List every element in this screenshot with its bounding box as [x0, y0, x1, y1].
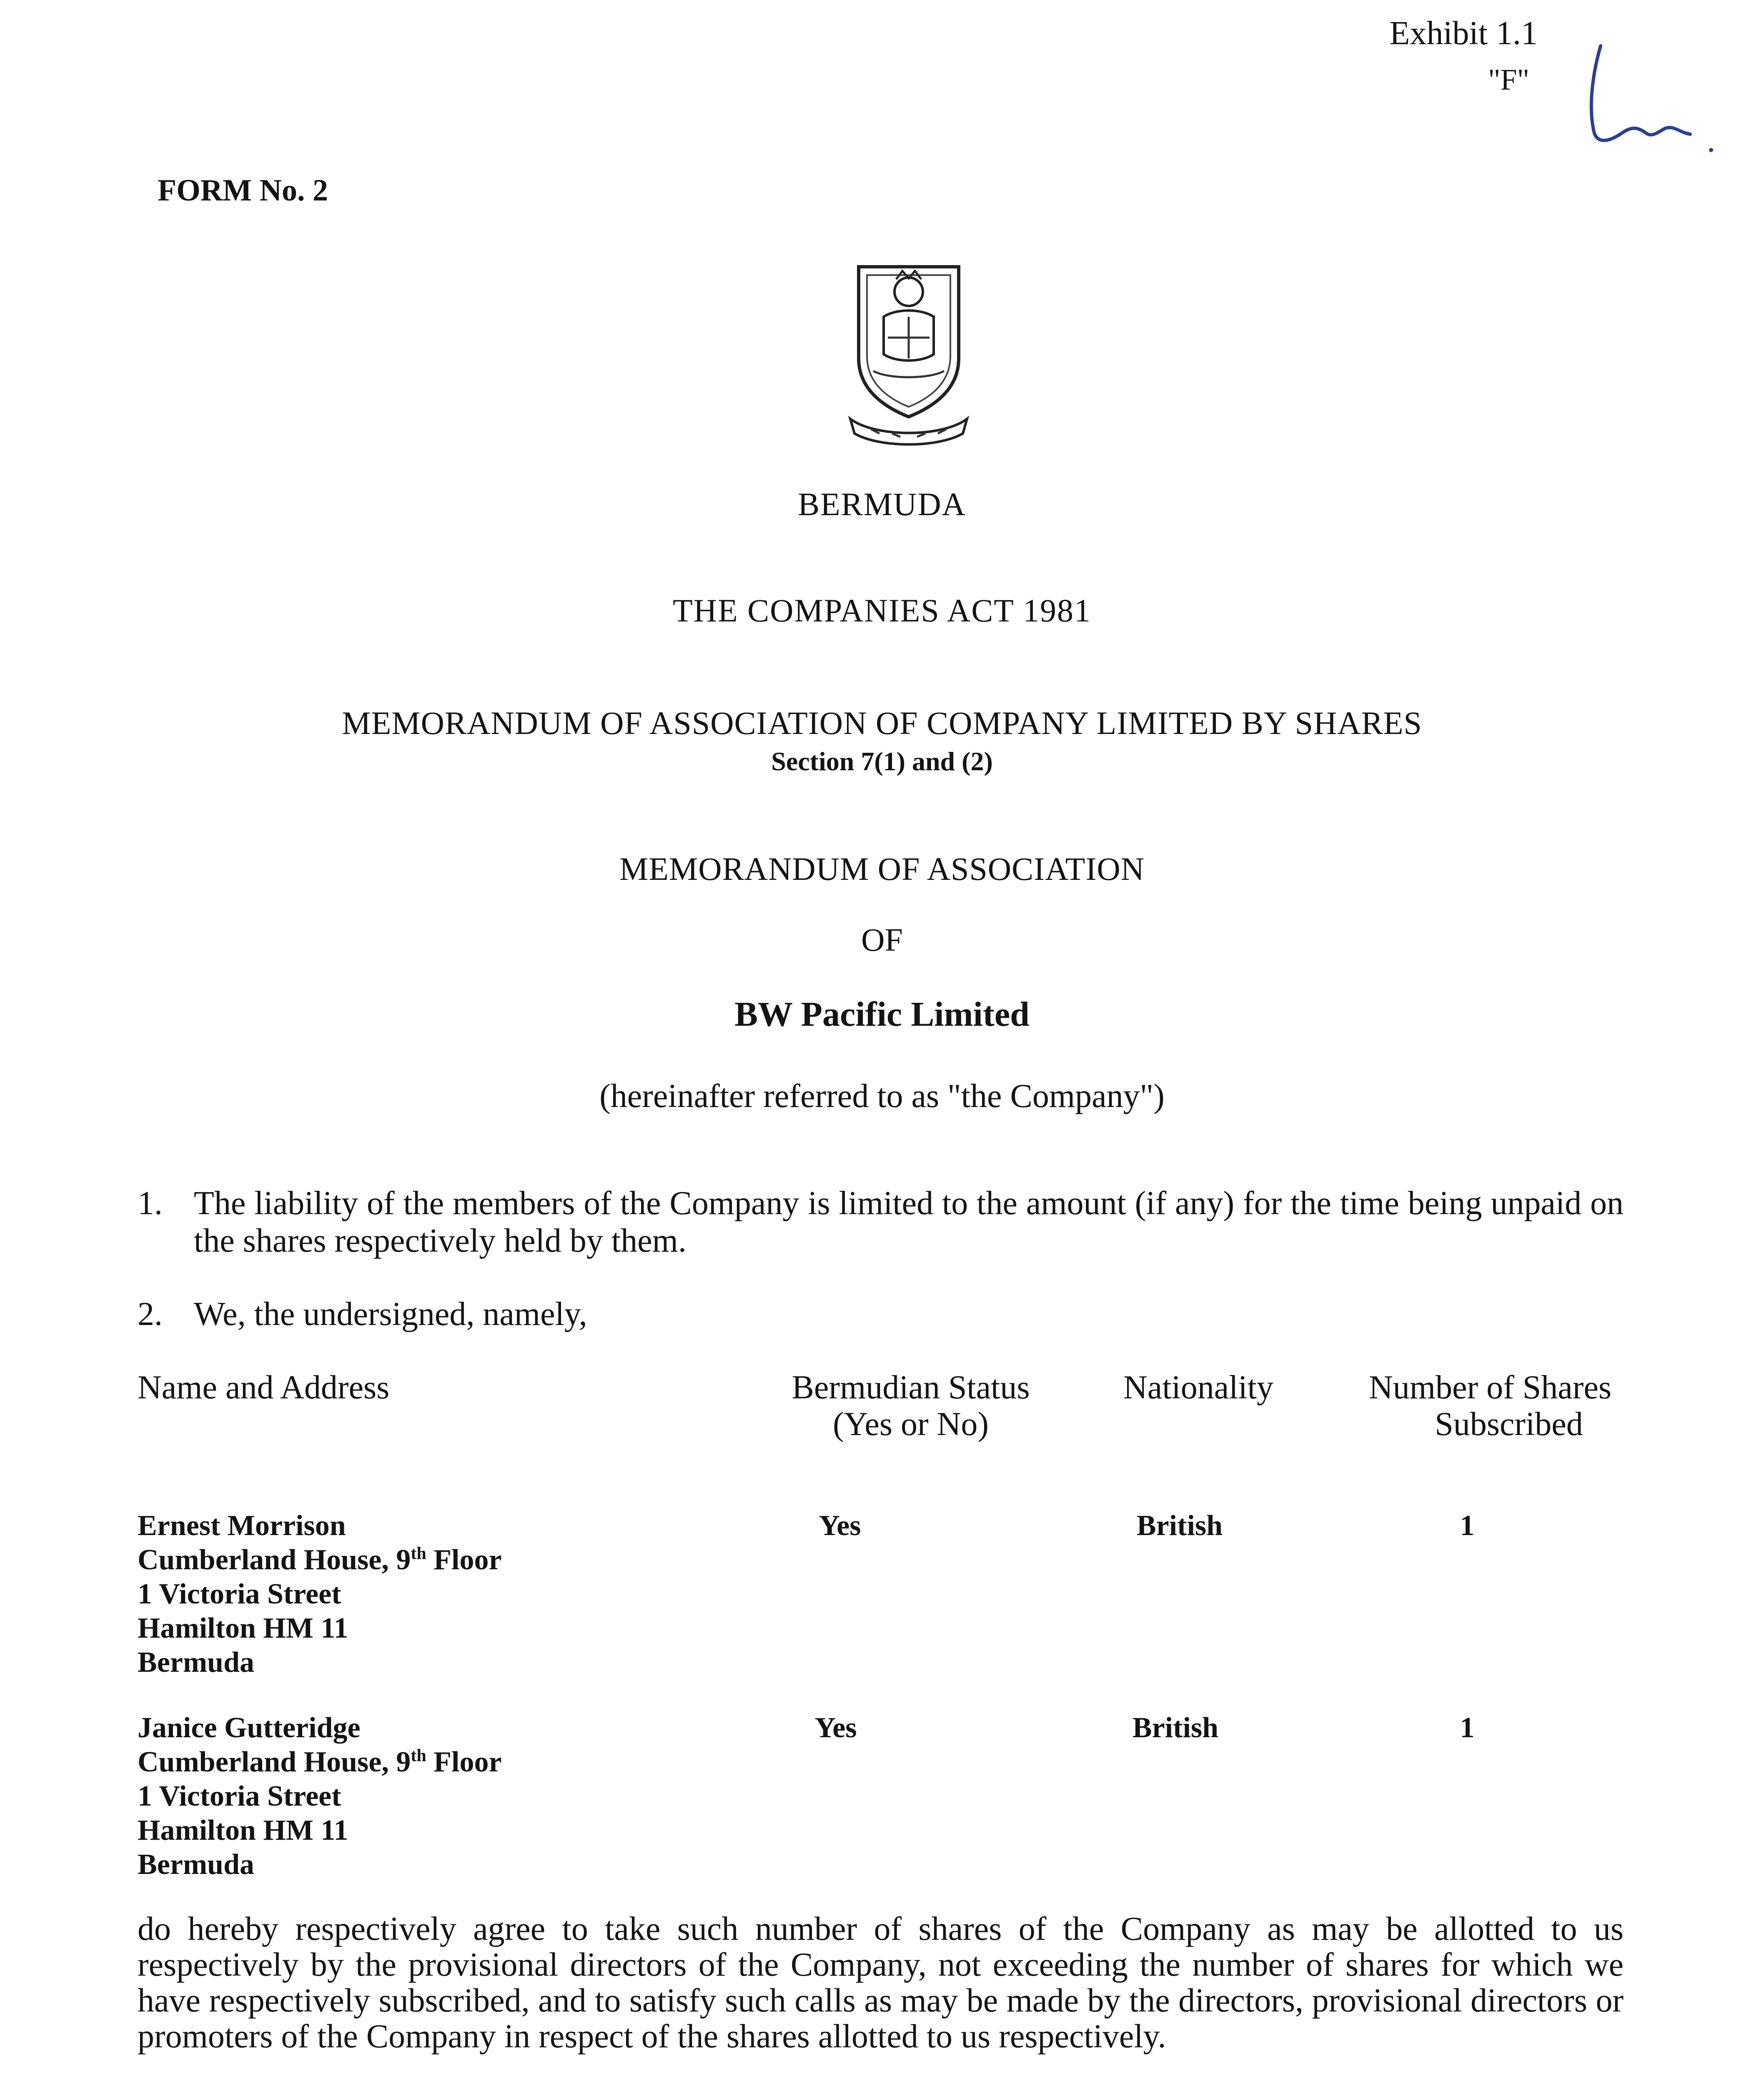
exhibit-label: Exhibit 1.1 [1389, 15, 1538, 52]
subscriber-1-nationality: British [1136, 1510, 1223, 1542]
subscriber-1-shares: 1 [1460, 1510, 1475, 1542]
subscriber-1-address-line1: Cumberland House, 9th Floor [138, 1544, 502, 1576]
header-bermudian-status [765, 1369, 1057, 1443]
subscriber-1-address-line2: 1 Victoria Street [138, 1578, 341, 1610]
section-reference: Section 7(1) and (2) [771, 746, 993, 776]
clause-1-number: 1. [138, 1185, 163, 1222]
closing-paragraph: do hereby respectively agree to take such number of shares of the Company as may be allotted to us respectively by the provisional directors of the Company, not exceeding the number of shares for which we have respectively subscribed, and to satisfy such calls as may be made by the directors, provisional directors or promoters of the Company in respect of the shares allotted to us respectively. [138, 1911, 1624, 2055]
clause-2-number: 2. [138, 1296, 163, 1333]
header-nationality: Nationality [1123, 1369, 1273, 1406]
clause-1-text: The liability of the members of the Company is limited to the amount (if any) for the time being unpaid on the shares respectively held by them. [194, 1185, 1624, 1259]
subscriber-2-shares: 1 [1460, 1712, 1475, 1744]
company-name: BW Pacific Limited [734, 995, 1030, 1034]
subscriber-2-address-line4: Bermuda [138, 1849, 254, 1881]
subscriber-1-address-line4: Bermuda [138, 1646, 254, 1678]
clause-2-text: We, the undersigned, namely, [194, 1296, 587, 1333]
subscriber-1-address-line3: Hamilton HM 11 [138, 1612, 348, 1644]
handwritten-initials [1576, 38, 1717, 163]
exhibit-sub-label: "F" [1488, 63, 1529, 96]
form-number: FORM No. 2 [158, 173, 328, 208]
header-shares-line1: Number of Shares [1368, 1369, 1612, 1406]
subscriber-2-address-line3: Hamilton HM 11 [138, 1814, 348, 1846]
header-name-address: Name and Address [138, 1369, 390, 1406]
subscriber-2-nationality: British [1132, 1712, 1219, 1744]
subscriber-2-address-line2: 1 Victoria Street [138, 1780, 341, 1812]
header-status-line1: Bermudian Status [792, 1369, 1030, 1406]
act-heading: THE COMPANIES ACT 1981 [673, 592, 1091, 629]
subscriber-2-status: Yes [814, 1712, 857, 1744]
bermuda-coat-of-arms-icon [834, 254, 984, 450]
header-number-of-shares [1344, 1369, 1636, 1443]
subscriber-2-name: Janice Gutteridge [138, 1712, 361, 1744]
header-shares-line2: Subscribed [1435, 1406, 1583, 1443]
referred-as-note: (hereinafter referred to as "the Company") [599, 1078, 1165, 1115]
country-heading: BERMUDA [797, 486, 967, 522]
of-heading: OF [861, 922, 903, 958]
subscriber-1-status: Yes [819, 1510, 861, 1542]
header-status-line2: (Yes or No) [832, 1406, 989, 1443]
subscriber-1-block [138, 1509, 502, 1680]
subscriber-2-block [138, 1711, 502, 1882]
subscriber-1-name: Ernest Morrison [138, 1510, 346, 1542]
memorandum-title: MEMORANDUM OF ASSOCIATION OF COMPANY LIMITED BY SHARES [342, 705, 1422, 741]
memorandum-heading: MEMORANDUM OF ASSOCIATION [619, 851, 1145, 887]
subscriber-2-address-line1: Cumberland House, 9th Floor [138, 1746, 502, 1778]
